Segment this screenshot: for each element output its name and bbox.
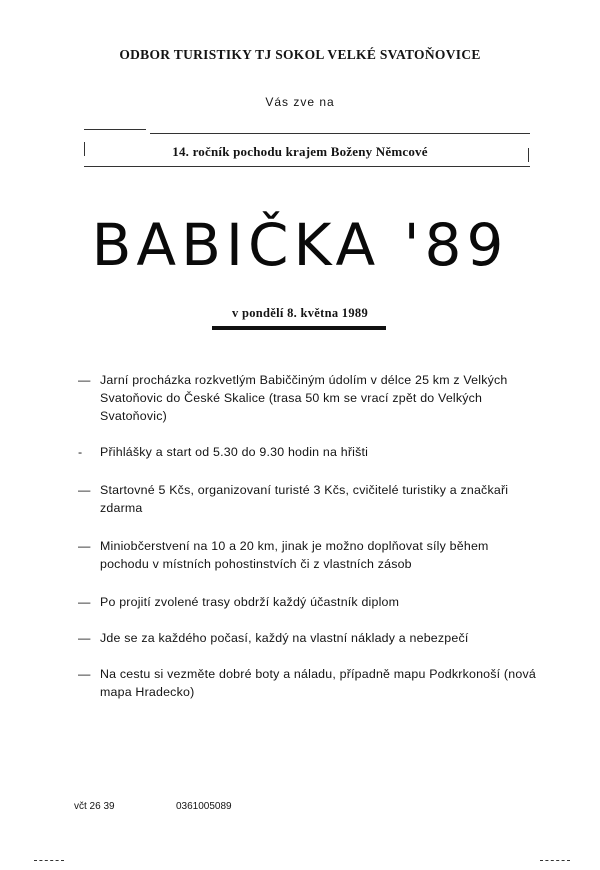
list-dash: —	[78, 373, 91, 387]
registration-number: 0361005089	[176, 801, 232, 812]
divider-bottom	[84, 166, 530, 167]
list-dash: -	[78, 445, 83, 459]
divider-top-left	[84, 129, 146, 130]
list-item-text: Miniobčerstvení na 10 a 20 km, jinak je možno doplňovat síly během pochodu v místních pohostinstvích či z vlastních zásob	[100, 539, 489, 571]
list-item	[78, 371, 538, 425]
list-dash: —	[78, 631, 91, 645]
invitation-line: Vás zve na	[265, 95, 335, 109]
list-item	[78, 665, 538, 701]
event-title: BABIČKA '89	[91, 211, 509, 279]
list-item	[78, 481, 538, 517]
scan-edge-right	[540, 860, 570, 861]
list-item	[78, 593, 538, 611]
event-subtitle: 14. ročník pochodu krajem Boženy Němcové	[172, 144, 428, 159]
list-item-text: Jarní procházka rozkvetlým Babiččiným údolím v délce 25 km z Velkých Svatoňovic do České Skalice (trasa 50 km se vrací zpět do Velkých Svatoňovic)	[100, 373, 508, 423]
list-item-text: Po projití zvolené trasy obdrží každý účastník diplom	[100, 595, 400, 609]
print-code: včt 26 39	[74, 801, 115, 812]
list-item-text: Přihlášky a start od 5.30 do 9.30 hodin na hřišti	[100, 445, 369, 459]
info-list	[78, 371, 538, 701]
list-item	[78, 629, 538, 647]
divider-top	[150, 133, 530, 134]
list-dash: —	[78, 483, 91, 497]
list-item-text: Na cestu si vezměte dobré boty a náladu, případně mapu Podkrkonoší (nová mapa Hradecko)	[100, 667, 536, 699]
list-item-text: Jde se za každého počasí, každý na vlastní náklady a nebezpečí	[100, 631, 469, 645]
organizer-heading: ODBOR TURISTIKY TJ SOKOL VELKÉ SVATOŇOVICE	[119, 47, 481, 62]
list-item	[78, 443, 538, 461]
event-date: v pondělí 8. května 1989	[231, 306, 369, 320]
list-dash: —	[78, 539, 91, 553]
list-dash: —	[78, 595, 91, 609]
list-dash: —	[78, 667, 91, 681]
scan-edge-left	[34, 860, 64, 861]
list-item-text: Startovné 5 Kčs, organizovaní turisté 3 Kčs, cvičitelé turistiky a značkaři zdarma	[100, 483, 509, 515]
list-item	[78, 537, 538, 573]
date-underline	[212, 326, 386, 330]
